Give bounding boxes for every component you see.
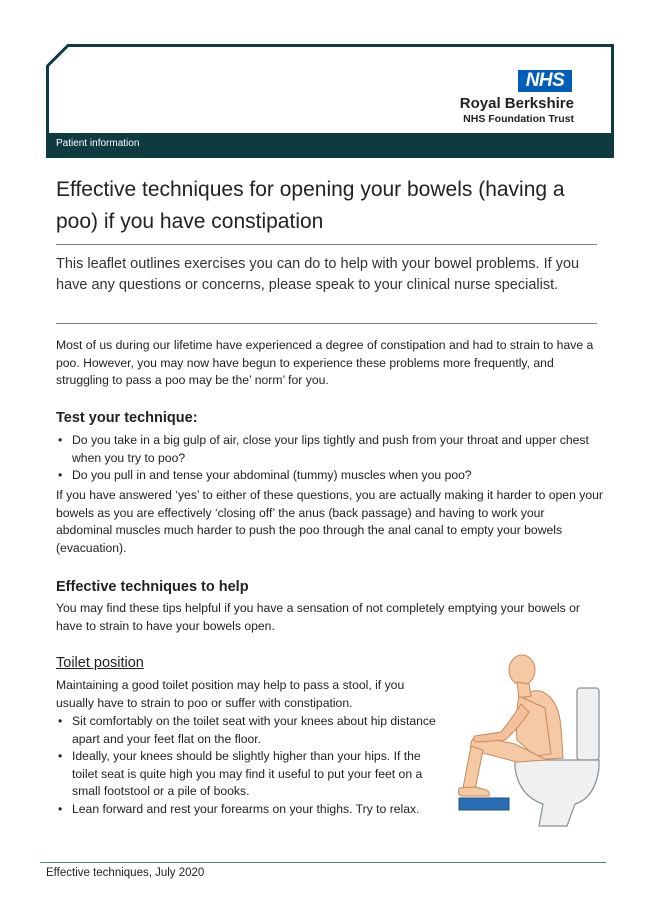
list-item: • Do you take in a big gulp of air, close your lips tightly and push from your throat and upper chest when you try to poo? [56, 432, 604, 467]
page-title: Effective techniques for opening your bowels (having a poo) if you have constipation [56, 178, 565, 233]
toilet-position-heading: Toilet position [56, 655, 144, 671]
test-technique-paragraph: If you have answered ‘yes’ to either of these questions, you are actually making it harder to open your bowels as you are effectively ‘closing off’ the anus (back passage) and having to work your abdominal muscles much harder to push the poo through the anal canal to empty your bowels (evacuation). [56, 488, 603, 555]
test-technique-list [56, 432, 604, 485]
toilet-position-list [56, 713, 446, 819]
intro-text: This leaflet outlines exercises you can do to help with your bowel problems. If you have any questions or concerns, please speak to your clinical nurse specialist. [56, 256, 580, 293]
trust-name: Royal Berkshire [459, 95, 574, 112]
trust-subtitle: NHS Foundation Trust [463, 113, 574, 125]
test-technique-heading: Test your technique: [56, 410, 198, 426]
intro-divider [56, 323, 597, 324]
title-divider [56, 244, 597, 245]
list-item: • Ideally, your knees should be slightly higher than your hips. If the toilet seat is quite high you may find it useful to put your feet on a small footstool or a pile of books. [56, 748, 446, 801]
effective-techniques-heading: Effective techniques to help [56, 579, 249, 595]
opening-paragraph: Most of us during our lifetime have experienced a degree of constipation and had to strain to have a poo. However, you may now have begun to experience these problems more frequently, and struggling to pass a poo may be the’ norm’ for you. [56, 338, 594, 388]
list-item: • Lean forward and rest your forearms on your thighs. Try to relax. [56, 801, 446, 819]
toilet-position-illustration [455, 648, 605, 853]
patient-information-label: Patient information [56, 138, 140, 149]
toilet-position-paragraph: Maintaining a good toilet position may help to pass a stool, if you usually have to strain to poo or suffer with constipation. [56, 678, 405, 710]
nhs-logo-text: NHS [525, 70, 565, 91]
footer-text: Effective techniques, July 2020 [46, 867, 205, 879]
effective-techniques-paragraph: You may find these tips helpful if you have a sensation of not completely emptying your bowels or have to strain to have your bowels open. [56, 601, 580, 633]
footer-divider [40, 862, 606, 863]
list-item: • Do you pull in and tense your abdominal (tummy) muscles when you poo? [56, 467, 604, 485]
nhs-logo [518, 70, 572, 92]
list-item: • Sit comfortably on the toilet seat with your knees about hip distance apart and your feet flat on the floor. [56, 713, 446, 748]
